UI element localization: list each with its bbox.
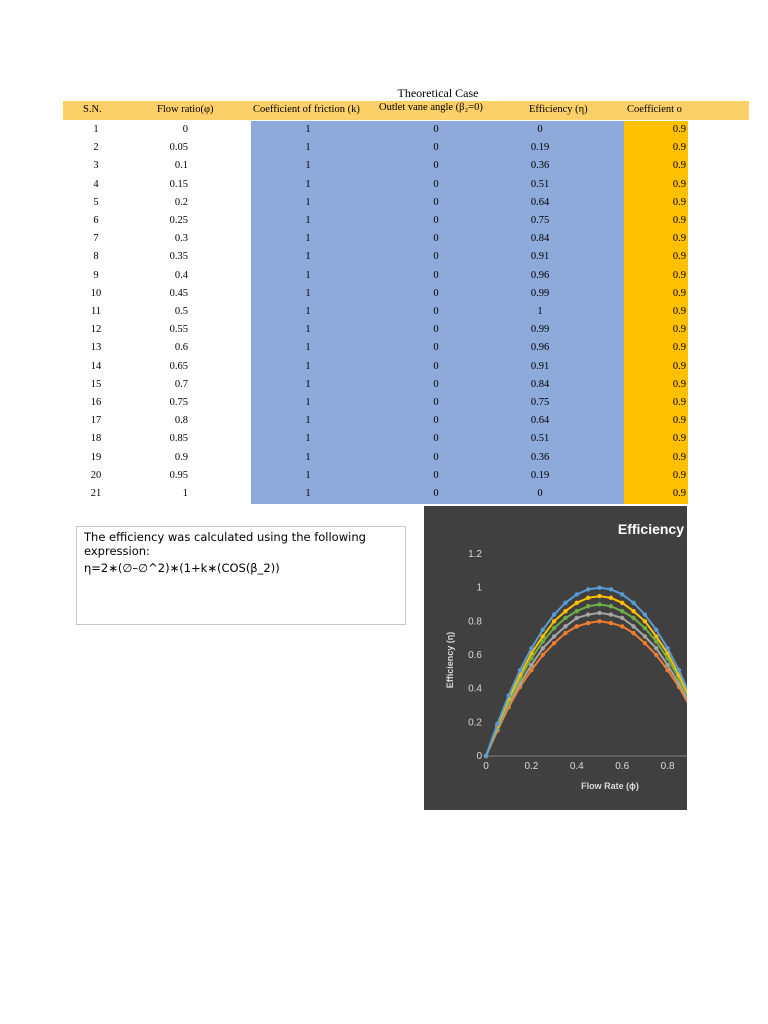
table-cell-eff: 0.19: [530, 142, 550, 154]
header-outlet-angle: Outlet vane angle (β₂=0): [379, 102, 483, 113]
table-cell-sn: 8: [93, 251, 99, 263]
table-cell-eff: 0.91: [530, 251, 550, 263]
table-cell-eff: 0.64: [530, 415, 550, 427]
table-cell-sn: 11: [90, 306, 102, 317]
header-flow-ratio: Flow ratio(φ): [157, 104, 214, 115]
table-cell-beta: 0: [433, 269, 439, 281]
table-cell-flow: 0.85: [169, 433, 188, 445]
table-cell-beta: 0: [433, 415, 439, 427]
table-cell-beta: 0: [433, 178, 439, 190]
data-point: [643, 626, 647, 630]
x-tick-label: 0.4: [569, 761, 584, 772]
table-cell-coef: 0.9: [672, 488, 686, 499]
table-cell-k: 1: [305, 233, 311, 245]
table-cell-eff: 0.99: [530, 287, 550, 299]
table-cell-beta: 0: [433, 324, 439, 336]
data-point: [620, 601, 624, 605]
data-point: [563, 631, 567, 635]
table-cell-eff: 0: [537, 488, 543, 499]
table-cell-k: 1: [305, 215, 311, 226]
chart-x-axis-label: Flow Rate (ϕ): [581, 781, 639, 791]
table-cell-coef: 0.9: [672, 469, 686, 481]
table-cell-coef: 0.9: [672, 269, 686, 281]
table-cell-k: 1: [305, 360, 311, 372]
table-cell-k: 1: [305, 124, 311, 135]
table-cell-coef: 0.9: [672, 196, 686, 208]
table-cell-eff: 0.84: [530, 378, 550, 390]
table-cell-beta: 0: [433, 196, 439, 208]
y-tick-label: 1.2: [468, 549, 482, 560]
table-cell-k: 1: [305, 178, 311, 190]
table-cell-eff: 0.96: [530, 342, 550, 354]
table-cell-flow: 0.1: [174, 160, 188, 172]
table-cell-sn: 3: [93, 160, 99, 172]
table-cell-beta: 0: [433, 287, 439, 299]
data-point: [597, 594, 601, 598]
table-cell-flow: 0: [182, 124, 188, 135]
data-point: [484, 754, 488, 758]
table-cell-k: 1: [305, 160, 311, 172]
table-cell-flow: 0.95: [169, 469, 188, 481]
data-point: [586, 621, 590, 625]
table-cell-coef: 0.9: [672, 433, 686, 445]
data-point: [597, 611, 601, 615]
table-cell-sn: 12: [90, 324, 102, 336]
table-cell-sn: 10: [90, 287, 102, 299]
table-cell-sn: 9: [93, 269, 99, 281]
data-point: [541, 628, 545, 632]
y-tick-label: 0.2: [468, 717, 482, 729]
table-cell-coef: 0.9: [672, 342, 686, 354]
y-tick-label: 0.8: [468, 616, 482, 628]
data-point: [609, 604, 613, 608]
table-cell-eff: 0.36: [530, 451, 550, 463]
table-cell-coef: 0.9: [672, 324, 686, 336]
data-point: [575, 609, 579, 613]
table-cell-eff: 0.75: [530, 397, 550, 408]
data-point: [541, 653, 545, 657]
table-cell-coef: 0.9: [672, 306, 686, 317]
data-point: [654, 653, 658, 657]
chart-canvas: [424, 506, 687, 810]
table-cell-sn: 19: [90, 451, 102, 463]
table-cell-eff: 0.91: [530, 360, 550, 372]
table-cell-sn: 16: [90, 397, 102, 408]
table-cell-k: 1: [305, 469, 311, 481]
table-cell-sn: 21: [90, 488, 102, 499]
table-cell-flow: 0.15: [169, 178, 188, 190]
table-cell-flow: 0.6: [174, 342, 188, 354]
series-line: [486, 588, 687, 756]
table-cell-eff: 0.84: [530, 233, 550, 245]
data-point: [620, 616, 624, 620]
table-cell-eff: 0.75: [530, 215, 550, 226]
table-cell-coef: 0.9: [672, 215, 686, 226]
table-cell-k: 1: [305, 324, 311, 336]
chart-title: Efficiency: [617, 521, 684, 537]
table-cell-sn: 2: [93, 142, 99, 154]
data-point: [507, 693, 511, 697]
table-cell-flow: 0.2: [174, 196, 188, 208]
table-cell-eff: 0.96: [530, 269, 550, 281]
table-cell-eff: 0.51: [530, 433, 550, 445]
table-cell-coef: 0.9: [672, 233, 686, 245]
table-cell-eff: 0.64: [530, 196, 550, 208]
table-cell-eff: 0: [537, 124, 543, 135]
data-point: [609, 621, 613, 625]
table-cell-k: 1: [305, 251, 311, 263]
note-text: The efficiency was calculated using the following expression:: [84, 530, 366, 558]
table-cell-k: 1: [305, 415, 311, 427]
data-point: [575, 624, 579, 628]
data-point: [586, 587, 590, 591]
data-point: [677, 668, 681, 672]
data-point: [643, 612, 647, 616]
table-cell-coef: 0.9: [672, 142, 686, 154]
y-tick-label: 0.4: [468, 683, 482, 695]
table-cell-beta: 0: [433, 160, 439, 172]
table-cell-eff: 1: [537, 306, 543, 317]
table-cell-beta: 0: [433, 451, 439, 463]
data-point: [563, 609, 567, 613]
table-cell-coef: 0.9: [672, 178, 686, 190]
table-cell-sn: 5: [93, 196, 99, 208]
data-point: [609, 612, 613, 616]
header-efficiency: Efficiency (η): [529, 104, 588, 115]
table-cell-beta: 0: [433, 360, 439, 372]
table-cell-beta: 0: [433, 397, 439, 408]
formula-note: [76, 526, 406, 625]
table-cell-k: 1: [305, 142, 311, 154]
x-tick-label: 0.6: [615, 761, 630, 772]
table-cell-sn: 7: [93, 233, 99, 245]
header-sn: S.N.: [83, 104, 102, 115]
x-tick-label: 0.8: [660, 761, 675, 772]
data-point: [643, 619, 647, 623]
table-cell-beta: 0: [433, 342, 439, 354]
data-point: [575, 592, 579, 596]
data-point: [643, 641, 647, 645]
table-cell-coef: 0.9: [672, 287, 686, 299]
table-cell-flow: 0.3: [174, 233, 188, 245]
table-cell-flow: 0.55: [169, 324, 188, 336]
data-point: [541, 634, 545, 638]
table-cell-k: 1: [305, 378, 311, 390]
data-point: [609, 587, 613, 591]
table-cell-flow: 0.9: [174, 451, 188, 463]
y-tick-label: 1: [476, 582, 482, 594]
data-point: [643, 634, 647, 638]
data-point: [620, 624, 624, 628]
data-point: [518, 668, 522, 672]
data-point: [631, 616, 635, 620]
table-cell-beta: 0: [433, 306, 439, 317]
data-point: [586, 612, 590, 616]
data-point: [631, 601, 635, 605]
table-cell-sn: 15: [90, 378, 102, 390]
y-tick-label: 0: [476, 751, 482, 762]
data-point: [665, 646, 669, 650]
data-point: [495, 722, 499, 726]
table-cell-eff: 0.99: [530, 324, 550, 336]
table-cell-k: 1: [305, 269, 311, 281]
table-cell-beta: 0: [433, 124, 439, 135]
table-cell-flow: 1: [182, 488, 188, 499]
data-point: [586, 596, 590, 600]
data-point: [552, 626, 556, 630]
table-cell-coef: 0.9: [672, 378, 686, 390]
table-cell-flow: 0.75: [169, 397, 188, 408]
efficiency-chart: [424, 506, 687, 810]
header-friction: Coefficient of friction (k): [253, 104, 360, 115]
data-point: [552, 612, 556, 616]
table-cell-k: 1: [305, 451, 311, 463]
data-point: [552, 619, 556, 623]
table-cell-flow: 0.35: [169, 251, 188, 263]
table-cell-flow: 0.4: [174, 269, 188, 281]
data-point: [597, 619, 601, 623]
table-cell-beta: 0: [433, 142, 439, 154]
table-cell-k: 1: [305, 397, 311, 408]
table-cell-k: 1: [305, 287, 311, 299]
table-cell-sn: 17: [90, 415, 102, 427]
data-point: [620, 592, 624, 596]
data-point: [552, 634, 556, 638]
data-point: [552, 641, 556, 645]
table-cell-sn: 6: [93, 215, 99, 226]
table-cell-flow: 0.7: [174, 378, 188, 390]
y-tick-label: 0.6: [468, 650, 482, 661]
series-line: [486, 596, 687, 756]
data-point: [654, 628, 658, 632]
data-point: [597, 602, 601, 606]
table-cell-coef: 0.9: [672, 360, 686, 372]
table-cell-k: 1: [305, 196, 311, 208]
table-cell-sn: 1: [93, 124, 99, 135]
table-cell-flow: 0.65: [169, 360, 188, 372]
data-point: [631, 609, 635, 613]
table-cell-k: 1: [305, 342, 311, 354]
table-cell-flow: 0.8: [174, 415, 188, 427]
table-cell-k: 1: [305, 306, 311, 317]
table-cell-beta: 0: [433, 378, 439, 390]
table-cell-sn: 4: [93, 178, 99, 190]
data-point: [586, 604, 590, 608]
table-cell-coef: 0.9: [672, 124, 686, 135]
table-cell-beta: 0: [433, 215, 439, 226]
x-tick-label: 0.2: [524, 761, 539, 772]
data-point: [563, 601, 567, 605]
data-point: [654, 646, 658, 650]
chart-y-axis-label: Efficiency (η): [445, 631, 455, 689]
table-cell-sn: 20: [90, 469, 102, 481]
header-coefficient: Coefficient o: [627, 104, 682, 115]
table-cell-sn: 14: [90, 360, 102, 372]
table-cell-k: 1: [305, 488, 311, 499]
table-cell-beta: 0: [433, 233, 439, 245]
data-point: [575, 601, 579, 605]
data-point: [529, 663, 533, 667]
table-cell-coef: 0.9: [672, 160, 686, 172]
data-point: [541, 646, 545, 650]
data-point: [620, 609, 624, 613]
x-tick-label: 0: [483, 761, 489, 772]
note-formula: η=2∗(∅–∅^2)∗(1+k∗(COS(β_2)): [84, 561, 280, 575]
data-point: [665, 663, 669, 667]
table-cell-flow: 0.05: [169, 142, 188, 154]
table-cell-coef: 0.9: [672, 451, 686, 463]
table-cell-flow: 0.45: [169, 287, 188, 299]
data-point: [529, 646, 533, 650]
table-cell-eff: 0.19: [530, 469, 550, 481]
table-cell-eff: 0.51: [530, 178, 550, 190]
table-cell-flow: 0.25: [169, 215, 188, 226]
data-point: [563, 624, 567, 628]
table-cell-beta: 0: [433, 251, 439, 263]
data-point: [575, 616, 579, 620]
table-cell-sn: 18: [90, 433, 102, 445]
data-point: [631, 631, 635, 635]
data-point: [609, 596, 613, 600]
data-point: [563, 616, 567, 620]
table-cell-coef: 0.9: [672, 415, 686, 427]
table-cell-eff: 0.36: [530, 160, 550, 172]
table-cell-coef: 0.9: [672, 397, 686, 408]
data-point: [597, 585, 601, 589]
table-cell-sn: 13: [90, 342, 102, 354]
table-cell-beta: 0: [433, 488, 439, 499]
table-cell-beta: 0: [433, 433, 439, 445]
data-point: [631, 624, 635, 628]
table-cell-flow: 0.5: [174, 306, 188, 317]
data-point: [654, 634, 658, 638]
table-cell-beta: 0: [433, 469, 439, 481]
table-title: Theoretical Case: [397, 86, 479, 100]
table-cell-coef: 0.9: [672, 251, 686, 263]
table-cell-k: 1: [305, 433, 311, 445]
